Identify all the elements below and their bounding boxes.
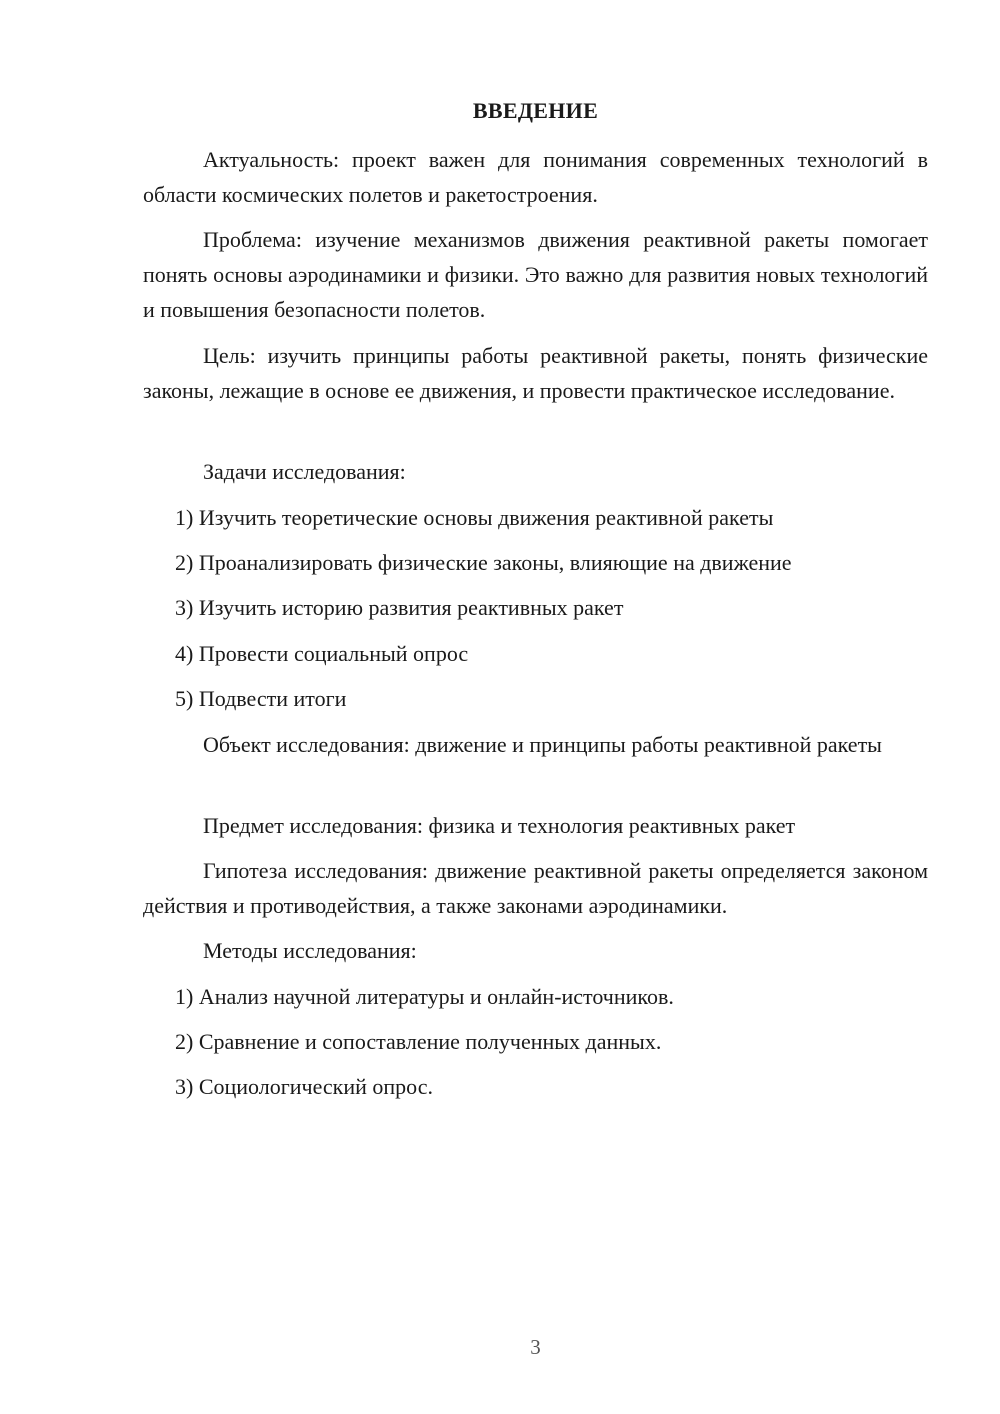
hypothesis-paragraph: Гипотеза исследования: движение реактивной ракеты определяется законом действия и противодействия, а также законами аэродинамики. <box>143 858 928 918</box>
method-item: 3) Социологический опрос. <box>175 1074 433 1099</box>
task-item: 2) Проанализировать физические законы, влияющие на движение <box>175 550 792 575</box>
task-item: 5) Подвести итоги <box>175 686 347 711</box>
task-item: 1) Изучить теоретические основы движения реактивной ракеты <box>175 505 774 530</box>
task-item: 3) Изучить историю развития реактивных ракет <box>175 595 624 620</box>
methods-heading: Методы исследования: <box>203 938 417 963</box>
task-item: 4) Провести социальный опрос <box>175 641 469 666</box>
subject-paragraph: Предмет исследования: физика и технология реактивных ракет <box>203 813 796 838</box>
section-title: ВВЕДЕНИЕ <box>472 98 599 123</box>
goal-paragraph: Цель: изучить принципы работы реактивной ракеты, понять физические законы, лежащие в основе ее движения, и провести практическое исследование. <box>143 343 928 403</box>
problem-paragraph: Проблема: изучение механизмов движения реактивной ракеты помогает понять основы аэродинамики и физики. Это важно для развития новых технологий и повышения безопасности полетов. <box>143 227 928 322</box>
method-item: 2) Сравнение и сопоставление полученных данных. <box>175 1029 662 1054</box>
relevance-paragraph: Актуальность: проект важен для понимания современных технологий в области космических полетов и ракетостроения. <box>143 147 928 207</box>
tasks-heading: Задачи исследования: <box>203 459 406 484</box>
document-page <box>143 0 928 1414</box>
page-number: 3 <box>530 1335 541 1359</box>
method-item: 1) Анализ научной литературы и онлайн-источников. <box>175 984 674 1009</box>
object-paragraph: Объект исследования: движение и принципы работы реактивной ракеты <box>203 732 882 757</box>
